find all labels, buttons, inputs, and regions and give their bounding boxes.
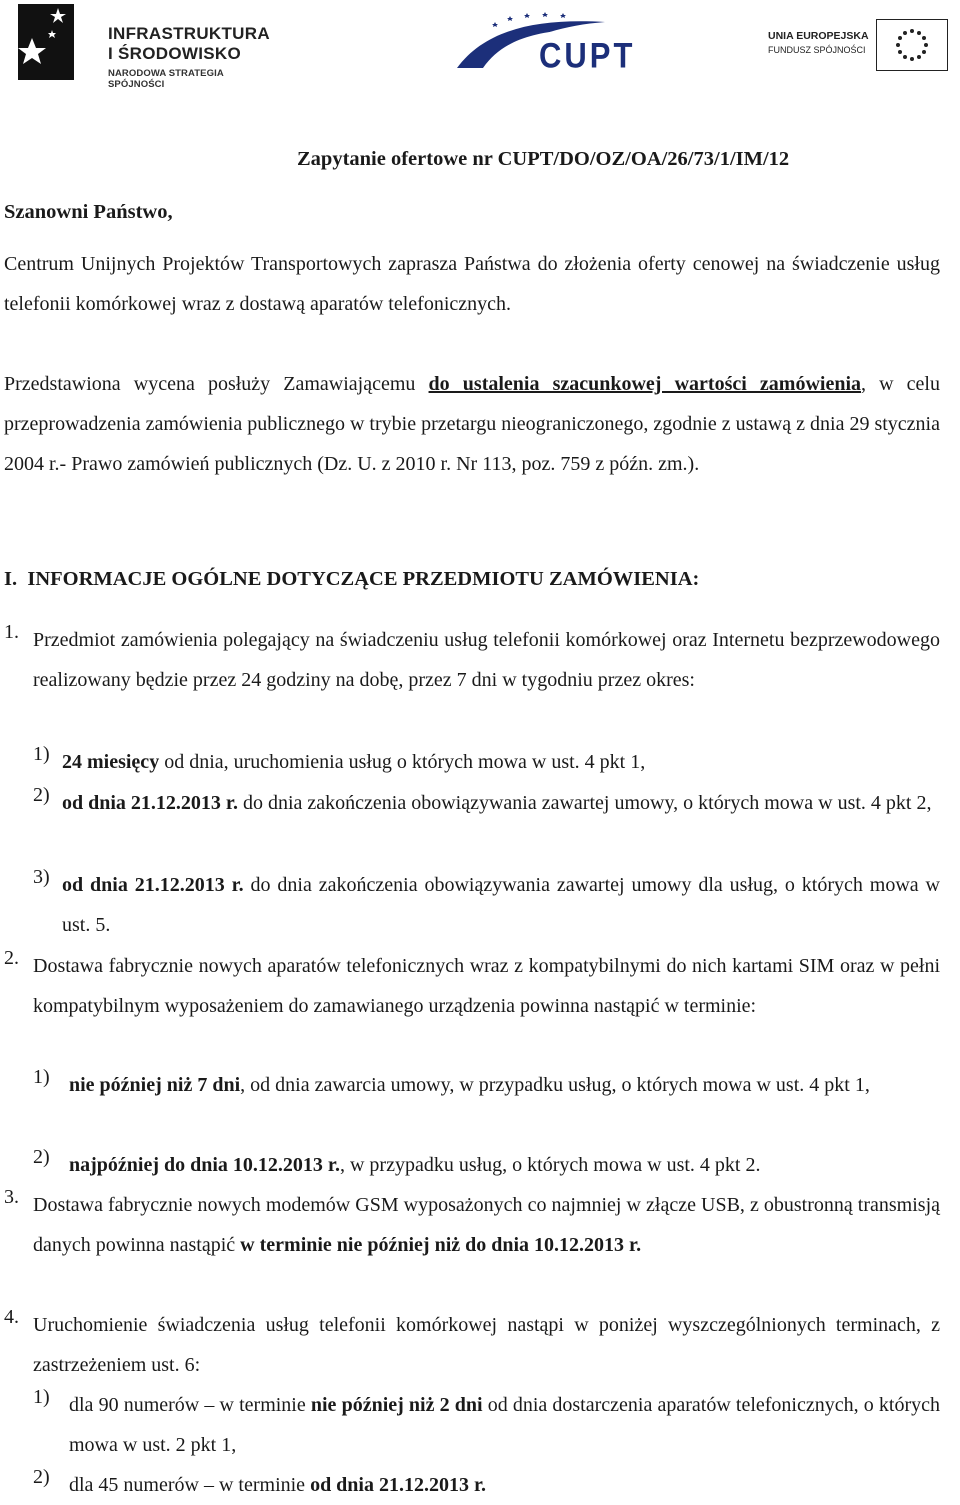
subitem-number: 1) xyxy=(33,743,50,765)
subitem-pre: dla 90 numerów – w terminie xyxy=(69,1394,311,1416)
greeting: Szanowni Państwo, xyxy=(4,201,173,223)
subitem-rest: , od dnia zawarcia umowy, w przypadku usług, o których mowa w ust. 4 pkt 1, xyxy=(240,1074,870,1096)
item-number: 2. xyxy=(4,947,19,969)
document-title: Zapytanie ofertowe nr CUPT/DO/OZ/OA/26/73/1/IM/12 xyxy=(297,148,790,170)
subitem-number: 2) xyxy=(33,784,50,806)
subitem-rest: do dnia zakończenia obowiązywania zawartej umowy, o których mowa w ust. 4 pkt 2, xyxy=(237,792,932,814)
item-text xyxy=(33,1185,940,1265)
subitem-bold: 24 miesięcy xyxy=(62,751,160,773)
purpose-underlined: do ustalenia szacunkowej wartości zamówienia xyxy=(428,373,861,395)
item-text: Uruchomienie świadczenia usług telefonii komórkowej nastąpi w poniżej wyszczególnionych terminach, z zastrzeżeniem ust. 6: xyxy=(33,1314,940,1376)
cupt-wordmark: CUPT xyxy=(539,35,636,76)
item-text: Dostawa fabrycznie nowych aparatów telefonicznych wraz z kompatybilnymi do nich kartami SIM oraz w pełni kompatybilnym wyposażeniem do zamawianego urządzenia powinna nastąpić w terminie: xyxy=(33,955,940,1017)
subitem-number: 1) xyxy=(33,1386,50,1408)
logo-line-1: INFRASTRUKTURA xyxy=(108,24,270,43)
item-text-main: Dostawa fabrycznie nowych modemów GSM wyposażonych co najmniej w złącze USB, z obustronną transmisją danych powinna nastąpić xyxy=(33,1194,940,1256)
subitem-rest: od dnia, uruchomienia usług o których mowa w ust. 4 pkt 1, xyxy=(159,751,646,773)
subitem-number: 2) xyxy=(33,1466,50,1488)
subitem-rest: do dnia zakończenia obowiązywania zawartej umowy dla usług, o których mowa w ust. 5. xyxy=(62,874,940,936)
logo-line-2: I ŚRODOWISKO xyxy=(108,44,241,63)
subitem-pre: dla 45 numerów – w terminie xyxy=(69,1474,311,1496)
subitem-text xyxy=(62,742,940,782)
subitem-number: 2) xyxy=(33,1146,50,1168)
item-number: 1. xyxy=(4,621,19,643)
logo-unia-europejska xyxy=(768,19,948,71)
subitem-number: 1) xyxy=(33,1066,50,1088)
subitem-rest: od dnia dostarczenia aparatów telefonicznych, o których mowa w ust. 2 pkt 1, xyxy=(69,1394,940,1456)
subitem-bold: od dnia 21.12.2013 r. xyxy=(310,1474,487,1496)
section-heading: I. INFORMACJE OGÓLNE DOTYCZĄCE PRZEDMIOTU ZAMÓWIENIA: xyxy=(4,568,700,590)
item-number: 3. xyxy=(4,1186,19,1208)
item-text-bold: w terminie nie później niż do dnia 10.12.2013 r. xyxy=(240,1234,642,1256)
subitem-bold: nie później niż 2 dni xyxy=(310,1394,483,1416)
subitem-text xyxy=(62,783,940,823)
subitem-text xyxy=(69,1385,940,1465)
eu-flag-icon xyxy=(876,19,948,71)
subitem-text xyxy=(69,1145,940,1185)
subitem-number: 3) xyxy=(33,866,50,888)
purpose-text-post: , w celu przeprowadzenia zamówienia publicznego w trybie przetargu nieograniczonego, zgodnie z ustawą z dnia 29 stycznia 2004 r.- Prawo zamówień publicznych (Dz. U. z 2010 r. Nr 113, poz. 759 z późn. zm.). xyxy=(4,373,940,475)
purpose-text-pre: Przedstawiona wycena posłuży Zamawiającemu xyxy=(4,373,429,395)
eu-line-2: FUNDUSZ SPÓJNOŚCI xyxy=(768,45,866,55)
star-emblem-icon xyxy=(18,4,74,80)
subitem-bold: od dnia 21.12.2013 r. xyxy=(62,792,238,814)
subitem-bold: najpóźniej do dnia 10.12.2013 r. xyxy=(69,1154,340,1176)
subitem-text xyxy=(69,1065,940,1105)
logo-cupt xyxy=(455,10,640,74)
intro-paragraph: Centrum Unijnych Projektów Transportowych zaprasza Państwa do złożenia oferty cenowej na świadczenie usług telefonii komórkowej wraz z dostawą aparatów telefonicznych. xyxy=(4,253,940,315)
subitem-text xyxy=(69,1465,940,1505)
item-number: 4. xyxy=(4,1306,19,1328)
eu-line-1: UNIA EUROPEJSKA xyxy=(768,30,869,42)
subitem-bold: nie później niż 7 dni xyxy=(69,1074,241,1096)
item-text: Przedmiot zamówienia polegający na świadczeniu usług telefonii komórkowej oraz Internetu bezprzewodowego realizowany będzie przez 24 godziny na dobę, przez 7 dni w tygodniu przez okres: xyxy=(33,629,940,691)
logo-line-3: NARODOWA STRATEGIA SPÓJNOŚCI xyxy=(108,68,224,90)
subitem-rest: , w przypadku usług, o których mowa w ust. 4 pkt 2. xyxy=(339,1154,761,1176)
subitem-text xyxy=(62,865,940,945)
subitem-bold: od dnia 21.12.2013 r. xyxy=(62,874,244,896)
purpose-paragraph xyxy=(4,364,940,484)
logo-infrastruktura-i-srodowisko xyxy=(18,4,270,90)
